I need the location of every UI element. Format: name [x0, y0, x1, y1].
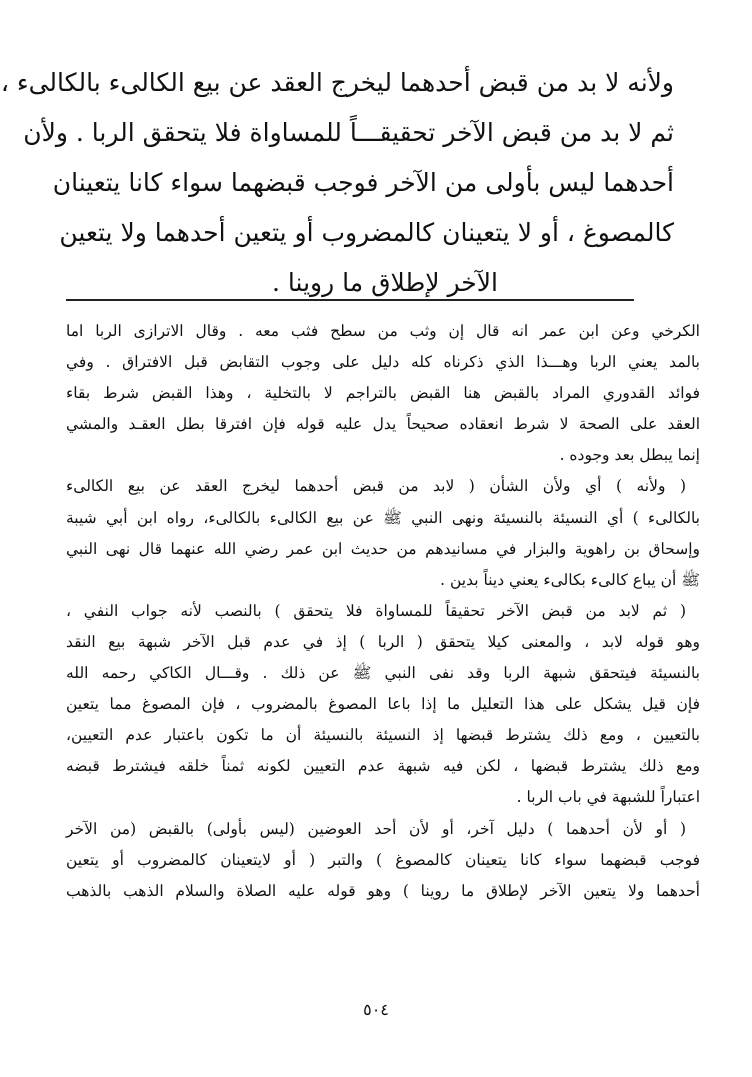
commentary-line: فوجب قبضهما سواء كانا يتعينان كالمصوغ ) والتبر ( أو لايتعينان كالمضروب أو يتعين: [66, 850, 700, 869]
commentary-block: [66, 316, 700, 907]
commentary-line: فوائد القدوري المراد بالقبض هنا القبض بالتراجم لا بالتخلية ، وهذا القبض شرط بقاء: [66, 384, 700, 403]
commentary-line: ( ولأنه ) أي ولأن الشأن ( لابد من قبض أحدهما ليخرج العقد عن بيع الكالىء: [66, 477, 686, 496]
main-text-line: ولأنه لا بد من قبض أحدهما ليخرج العقد عن بيع الكالىء بالكالىء ،: [0, 68, 674, 97]
commentary-line: العقد على الصحة لا شرط انعقاده صحيحاً يدل عليه قوله فإن افترقا بطل العقـد والمشي: [66, 415, 700, 434]
commentary-line: ( أو لأن أحدهما ) دليل آخر، أو لأن أحد العوضين (ليس بأولى) بالقبض (من الآخر: [66, 819, 686, 838]
main-text-line: ثم لا بد من قبض الآخر تحقيقـــاً للمساواة فلا يتحقق الربا . ولأن: [23, 118, 674, 147]
commentary-line: أحدهما ولا يتعين الآخر لإطلاق ما روينا ) وهو قوله عليه الصلاة والسلام الذهب بالذهب: [66, 881, 700, 900]
separator-rule: [66, 299, 634, 301]
commentary-line: بالنسيئة فيتحقق شبهة الربا وقد نفى النبي ﷺ عن ذلك . وقـــال الكاكي رحمه الله: [66, 664, 700, 683]
commentary-line: ومع ذلك يشترط قبضها ، لكن فيه شبهة عدم التعيين لكونه ثمناً خلقه فيشترط قبضه: [66, 757, 700, 776]
commentary-line: اعتباراً للشبهة في باب الربا .: [516, 788, 700, 807]
main-text-line: أحدهما ليس بأولى من الآخر فوجب قبضهما سواء كانا يتعينان: [52, 168, 674, 197]
commentary-line: بالكالىء ) أي النسيئة بالنسيئة ونهى النبي ﷺ عن بيع الكالىء بالكالىء، رواه ابن أبي شيبة: [66, 508, 700, 527]
commentary-line: الكرخي وعن ابن عمر انه قال إن وثب من سطح فثب معه . وقال الاترازى الربا اما: [66, 322, 700, 340]
commentary-line: بالتعيين ، ومع ذلك يشترط قبضها إذ النسيئة بالنسيئة أن ما تكون باعتبار عدم التعيين،: [66, 726, 700, 745]
commentary-line: وإسحاق بن راهوية والبزار في مسانيدهم من حديث ابن عمر رضي الله عنهما قال نهى النبي: [66, 539, 700, 558]
page-number: ٥٠٤: [363, 1000, 389, 1019]
main-text-block: [0, 58, 674, 308]
commentary-line: بالمد يعني الربا وهـــذا الذي ذكرناه كله دليل على وجوب التقابض قبل الافتراق . وفي: [66, 353, 700, 372]
commentary-line: فإن قيل يشكل على هذا التعليل ما إذا باعا المصوغ بالمضروب ، فإن المصوغ مما يتعين: [66, 695, 700, 714]
commentary-line: إنما يبطل بعد وجوده .: [559, 446, 700, 465]
main-text-line: كالمصوغ ، أو لا يتعينان كالمضروب أو يتعين أحدهما ولا يتعين: [59, 218, 674, 247]
commentary-line: ( ثم لابد من قبض الآخر تحقيقاً للمساواة فلا يتحقق ) بالنصب لأنه جواب النفي ،: [66, 601, 686, 620]
main-text-line: الآخر لإطلاق ما روينا .: [272, 268, 498, 297]
commentary-line: وهو قوله لابد ، والمعنى كيلا يتحقق ( الربا ) إذ في عدم قبل الآخر شبهة بيع النقد: [66, 632, 700, 651]
commentary-line: ﷺ أن يباع كالىء بكالىء يعني ديناً بدين .: [440, 570, 700, 589]
